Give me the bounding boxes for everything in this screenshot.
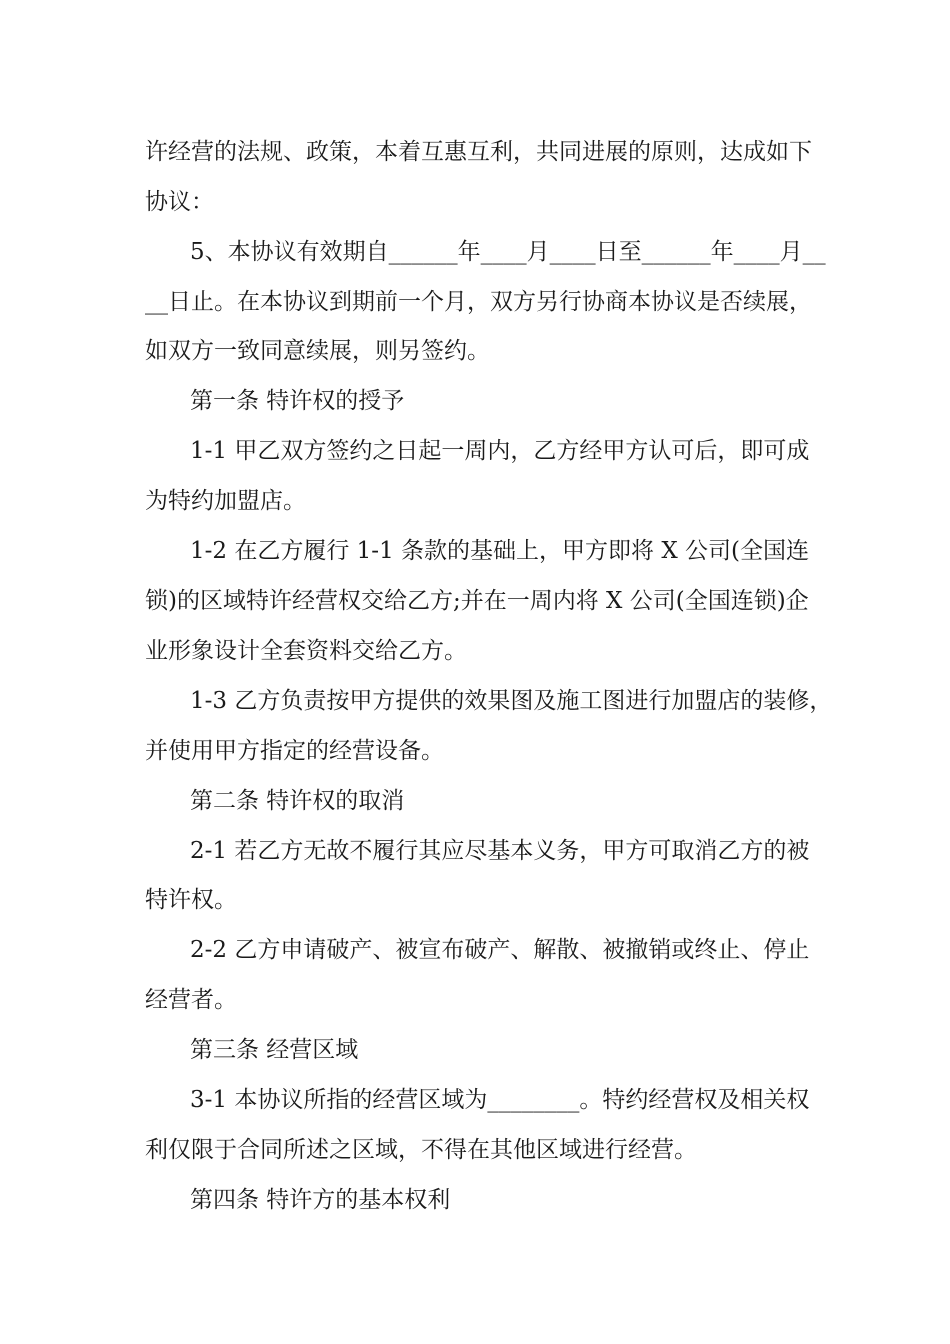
body-line: 如双方一致同意续展，则另签约。 [145,338,490,364]
body-line: 协议： [145,189,214,215]
term-clause-line: 5、本协议有效期自______年____月____日至______年____月__ [190,239,826,265]
clause-line: 1-1 甲乙双方签约之日起一周内，乙方经甲方认可后，即可成 [190,438,810,464]
article-heading: 第二条 特许权的取消 [190,788,405,814]
body-line: 并使用甲方指定的经营设备。 [145,738,444,764]
clause-line: 2-2 乙方申请破产、被宣布破产、解散、被撤销或终止、停止 [190,937,810,963]
clause-line: 1-2 在乙方履行 1-1 条款的基础上，甲方即将 X 公司(全国连 [190,538,809,564]
body-line: 为特约加盟店。 [145,488,306,514]
clause-line: 3-1 本协议所指的经营区域为________。特约经营权及相关权 [190,1087,810,1113]
body-line: 经营者。 [145,987,237,1013]
body-line: 特许权。 [145,887,237,913]
body-line: 业形象设计全套资料交给乙方。 [145,638,467,664]
body-line: __日止。在本协议到期前一个月，双方另行协商本协议是否续展， [145,289,812,315]
clause-line: 1-3 乙方负责按甲方提供的效果图及施工图进行加盟店的装修， [190,688,833,714]
article-heading: 第三条 经营区域 [190,1037,359,1063]
article-heading: 第一条 特许权的授予 [190,388,405,414]
clause-line: 2-1 若乙方无故不履行其应尽基本义务，甲方可取消乙方的被 [190,838,810,864]
article-heading: 第四条 特许方的基本权利 [190,1187,451,1213]
body-line: 利仅限于合同所述之区域，不得在其他区域进行经营。 [145,1137,697,1163]
body-line: 许经营的法规、政策，本着互惠互利，共同进展的原则，达成如下 [145,139,812,165]
body-line: 锁)的区域特许经营权交给乙方;并在一周内将 X 公司(全国连锁)企 [145,588,809,614]
